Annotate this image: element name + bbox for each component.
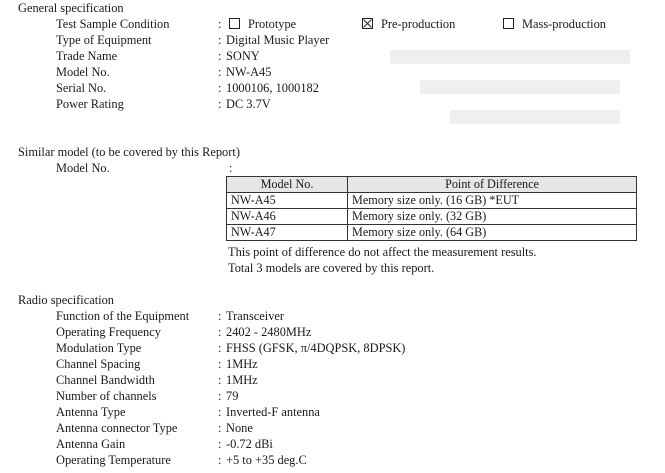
general-value: DC 3.7V <box>226 97 271 111</box>
radio-label: Antenna Gain <box>56 437 126 451</box>
checkbox-label: Pre-production <box>381 17 456 31</box>
radio-label: Function of the Equipment <box>56 309 190 323</box>
radio-label: Operating Temperature <box>56 453 171 467</box>
table-cell: Memory size only. (32 GB) <box>348 209 637 225</box>
general-value: SONY <box>226 49 260 63</box>
radio-value: 79 <box>226 389 239 403</box>
radio-separator: : <box>218 341 222 355</box>
table-cell: Memory size only. (64 GB) <box>348 225 637 241</box>
checkbox-label: Prototype <box>248 17 297 31</box>
similar-model-separator: : <box>229 161 233 175</box>
difference-table <box>226 176 637 241</box>
radio-value: FHSS (GFSK, π/4DQPSK, 8DPSK) <box>226 341 406 355</box>
general-label: Type of Equipment <box>56 33 152 47</box>
radio-separator: : <box>218 437 222 451</box>
general-label: Test Sample Condition <box>56 17 170 31</box>
general-separator: : <box>218 49 222 63</box>
radio-separator: : <box>218 309 222 323</box>
radio-label: Modulation Type <box>56 341 142 355</box>
radio-label: Number of channels <box>56 389 157 403</box>
models-total-note: Total 3 models are covered by this report. <box>228 261 435 275</box>
radio-label: Operating Frequency <box>56 325 161 339</box>
watermark-graphic <box>380 40 640 140</box>
general-label: Power Rating <box>56 97 124 111</box>
radio-value: 1MHz <box>226 357 258 371</box>
general-separator: : <box>218 81 222 95</box>
general-value: Digital Music Player <box>226 33 330 47</box>
general-label: Model No. <box>56 65 110 79</box>
radio-label: Channel Spacing <box>56 357 141 371</box>
radio-value: 2402 - 2480MHz <box>226 325 312 339</box>
checkbox-empty-icon <box>229 18 240 29</box>
table-cell: NW-A47 <box>227 225 348 241</box>
radio-value: 1MHz <box>226 373 258 387</box>
radio-value: +5 to +35 deg.C <box>226 453 307 467</box>
checkbox-mass-production <box>503 16 606 32</box>
radio-separator: : <box>218 405 222 419</box>
column-header: Point of Difference <box>348 177 637 193</box>
radio-value: None <box>226 421 253 435</box>
column-header: Model No. <box>227 177 348 193</box>
general-value: NW-A45 <box>226 65 272 79</box>
general-value: 1000106, 1000182 <box>226 81 319 95</box>
similar-model-label: Model No. <box>56 161 110 175</box>
table-row <box>227 193 637 209</box>
checkbox-label: Mass-production <box>522 17 606 31</box>
table-header-row <box>227 177 637 193</box>
radio-value: Inverted-F antenna <box>226 405 320 419</box>
checkbox-empty-icon <box>503 18 514 29</box>
radio-value: -0.72 dBi <box>226 437 273 451</box>
radio-label: Antenna connector Type <box>56 421 178 435</box>
radio-label: Channel Bandwidth <box>56 373 155 387</box>
radio-label: Antenna Type <box>56 405 126 419</box>
table-row <box>227 225 637 241</box>
table-row <box>227 209 637 225</box>
radio-separator: : <box>218 389 222 403</box>
radio-separator: : <box>218 325 222 339</box>
general-label: Trade Name <box>56 49 118 63</box>
general-separator: : <box>218 97 222 111</box>
radio-separator: : <box>218 453 222 467</box>
similar-heading: Similar model (to be covered by this Report) <box>18 145 240 159</box>
radio-heading: Radio specification <box>18 293 114 307</box>
difference-note: This point of difference do not affect the measurement results. <box>228 245 537 259</box>
general-separator: : <box>218 33 222 47</box>
checkbox-checked-icon <box>362 18 373 29</box>
general-label: Serial No. <box>56 81 107 95</box>
general-separator: : <box>218 65 222 79</box>
radio-separator: : <box>218 421 222 435</box>
table-cell: NW-A46 <box>227 209 348 225</box>
radio-value: Transceiver <box>226 309 285 323</box>
checkbox-pre-production <box>362 16 455 32</box>
radio-separator: : <box>218 357 222 371</box>
general-heading: General specification <box>18 1 124 15</box>
table-cell: Memory size only. (16 GB) *EUT <box>348 193 637 209</box>
table-cell: NW-A45 <box>227 193 348 209</box>
general-separator: : <box>218 17 222 31</box>
radio-separator: : <box>218 373 222 387</box>
checkbox-prototype <box>229 16 296 32</box>
